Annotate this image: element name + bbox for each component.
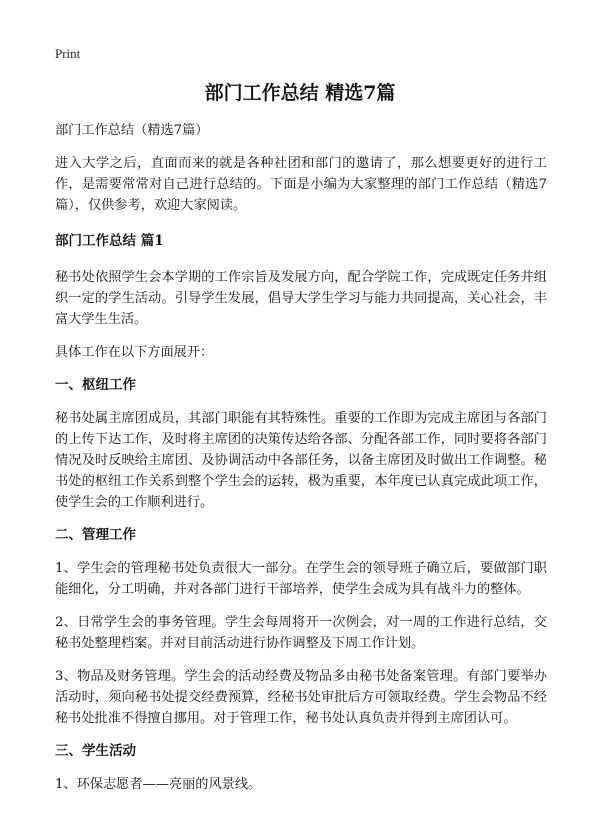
list-item: 3、物品及财务管理。学生会的活动经费及物品多由秘书处备案管理。有部门要举办活动时，须向秘书处提交经费预算，经秘书处审批后方可领取经费。学生会物品不经秘书处批准不得擅自挪用。对于管理工作，秘书处认真负责并得到主席团认可。 bbox=[55, 669, 547, 726]
document-body bbox=[55, 120, 547, 795]
body-paragraph: 秘书处属主席团成员，其部门职能有其特殊性。重要的工作即为完成主席团与各部门的上传下达工作，及时将主席团的决策传达给各部、分配各部工作，同时要将各部门情况及时反映给主席团、及协调活动中各部任务，以备主席团及时做出工作调整。秘书处的枢纽工作关系到整个学生会的运转，极为重要，本年度已认真完成此项工作，使学生会的工作顺利进行。 bbox=[55, 411, 547, 510]
print-link[interactable]: Print bbox=[55, 46, 81, 61]
list-item: 1、学生会的管理秘书处负责很大一部分。在学生会的领导班子确立后，要做部门职能细化，分工明确，并对各部门进行干部培养，使学生会成为具有战斗力的整体。 bbox=[55, 561, 547, 597]
body-paragraph: 具体工作在以下方面展开： bbox=[55, 345, 214, 360]
subsection-heading-management: 二、管理工作 bbox=[55, 527, 136, 543]
list-item: 2、日常学生会的事务管理。学生会每周将开一次例会，对一周的工作进行总结，交秘书处整理档案。并对目前活动进行协作调整及下周工作计划。 bbox=[55, 615, 547, 651]
body-paragraph: 秘书处依照学生会本学期的工作宗旨及发展方向，配合学院工作，完成既定任务并组织一定的学生活动。引导学生发展，倡导大学生学习与能力共同提高，关心社会，丰富大学生生活。 bbox=[55, 270, 547, 327]
subsection-heading-activities: 三、学生活动 bbox=[55, 743, 136, 759]
intro-paragraph: 进入大学之后，直面而来的就是各种社团和部门的邀请了，那么想要更好的进行工作，是需要常常对自己进行总结的。下面是小编为大家整理的部门工作总结（精选7篇），仅供参考，欢迎大家阅读。 bbox=[55, 156, 547, 213]
subsection-heading-hub: 一、枢纽工作 bbox=[55, 377, 136, 393]
document-title: 部门工作总结 精选7篇 bbox=[204, 82, 396, 104]
list-item: 1、环保志愿者——亮丽的风景线。 bbox=[55, 777, 262, 792]
section-heading: 部门工作总结 篇1 bbox=[55, 233, 164, 249]
document-subtitle: 部门工作总结（精选7篇） bbox=[55, 123, 209, 138]
